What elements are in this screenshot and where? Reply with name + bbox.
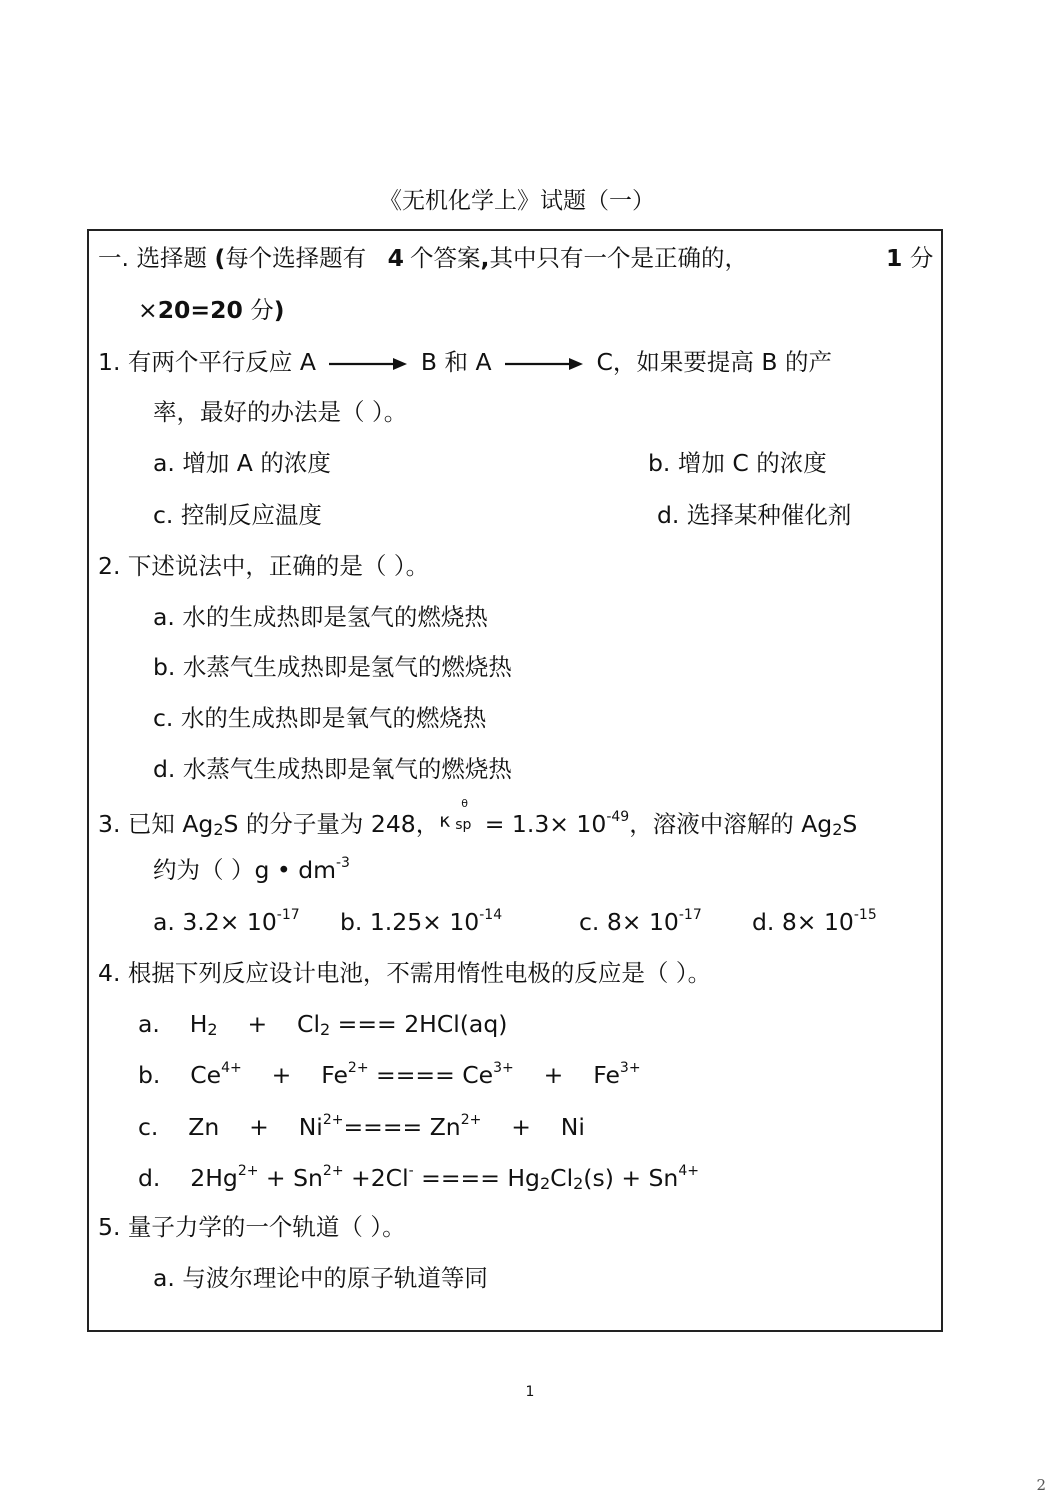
q1-option-c: c. 控制反应温度	[153, 501, 322, 529]
q4-option-a: a. $H_2$ + $Cl_2$ === 2HCl(aq)	[138, 1010, 508, 1039]
q2-option-b: b. 水蒸气生成热即是氢气的燃烧热	[153, 653, 512, 681]
q1-option-b: b. 增加 C 的浓度	[648, 449, 827, 477]
q2-stem: 2. 下述说法中，正确的是（ ）。	[98, 552, 430, 580]
q2-option-c: c. 水的生成热即是氧气的燃烧热	[153, 704, 487, 732]
section-heading-points: 1 分	[886, 244, 934, 272]
q3-stem-line2: 约为（ ）g • $dm^{-3}$	[153, 855, 350, 884]
q3-option-a: a. $3.2\times 10^{-17}$	[153, 907, 300, 936]
q2-option-d: d. 水蒸气生成热即是氧气的燃烧热	[153, 755, 512, 783]
q1-stem: 1. 有两个平行反应 A B 和 A C，如果要提高 B 的产	[98, 348, 832, 376]
section-heading-line2: ×20=20 分)	[138, 296, 285, 324]
section-heading: 一. 选择题 (每个选择题有 4 个答案,其中只有一个是正确的，	[98, 244, 748, 272]
q3-option-d: d. $8\times 10^{-15}$	[752, 907, 877, 936]
q3-option-b: b. $1.25\times 10^{-14}$	[340, 907, 503, 936]
q5-option-a: a. 与波尔理论中的原子轨道等同	[153, 1264, 488, 1292]
q1-option-a: a. 增加 A 的浓度	[153, 449, 331, 477]
q4-option-b: b. $Ce^{4+}$ + $Fe^{2+}$ ==== $Ce^{3+}$ + $Fe^{3+}$	[138, 1060, 641, 1089]
q4-option-d: d. $2Hg^{2+} + Sn^{2+} +2Cl^-$ ==== $Hg_2Cl_2(s) + Sn^{4+}$	[138, 1163, 699, 1193]
q5-stem: 5. 量子力学的一个轨道（ ）。	[98, 1213, 406, 1241]
q3-stem: 3. 已知 $Ag_2S$ 的分子量为 248， κ θ sp = $1.3\times 10^{-49}$，溶液中溶解的 $Ag_2S$	[98, 797, 858, 839]
q1-stem-line2: 率，最好的办法是（ ）。	[153, 398, 408, 426]
q4-stem: 4. 根据下列反应设计电池，不需用惰性电极的反应是（ ）。	[98, 959, 712, 987]
q2-option-a: a. 水的生成热即是氢气的燃烧热	[153, 603, 488, 631]
page-number: 1	[525, 1384, 535, 1400]
q1-option-d: d. 选择某种催化剂	[657, 501, 852, 529]
q3-option-c: c. $8\times 10^{-17}$	[579, 907, 702, 936]
q4-option-c: c. Zn + $Ni^{2+}==== Zn^{2+}$ + Ni	[138, 1112, 585, 1141]
ksp-symbol: κ θ sp	[439, 797, 472, 833]
exam-title: 《无机化学上》试题（一）	[379, 188, 655, 214]
reaction-arrow-icon	[329, 357, 407, 371]
corner-page-number: 2	[1036, 1476, 1046, 1494]
reaction-arrow-icon	[505, 357, 583, 371]
